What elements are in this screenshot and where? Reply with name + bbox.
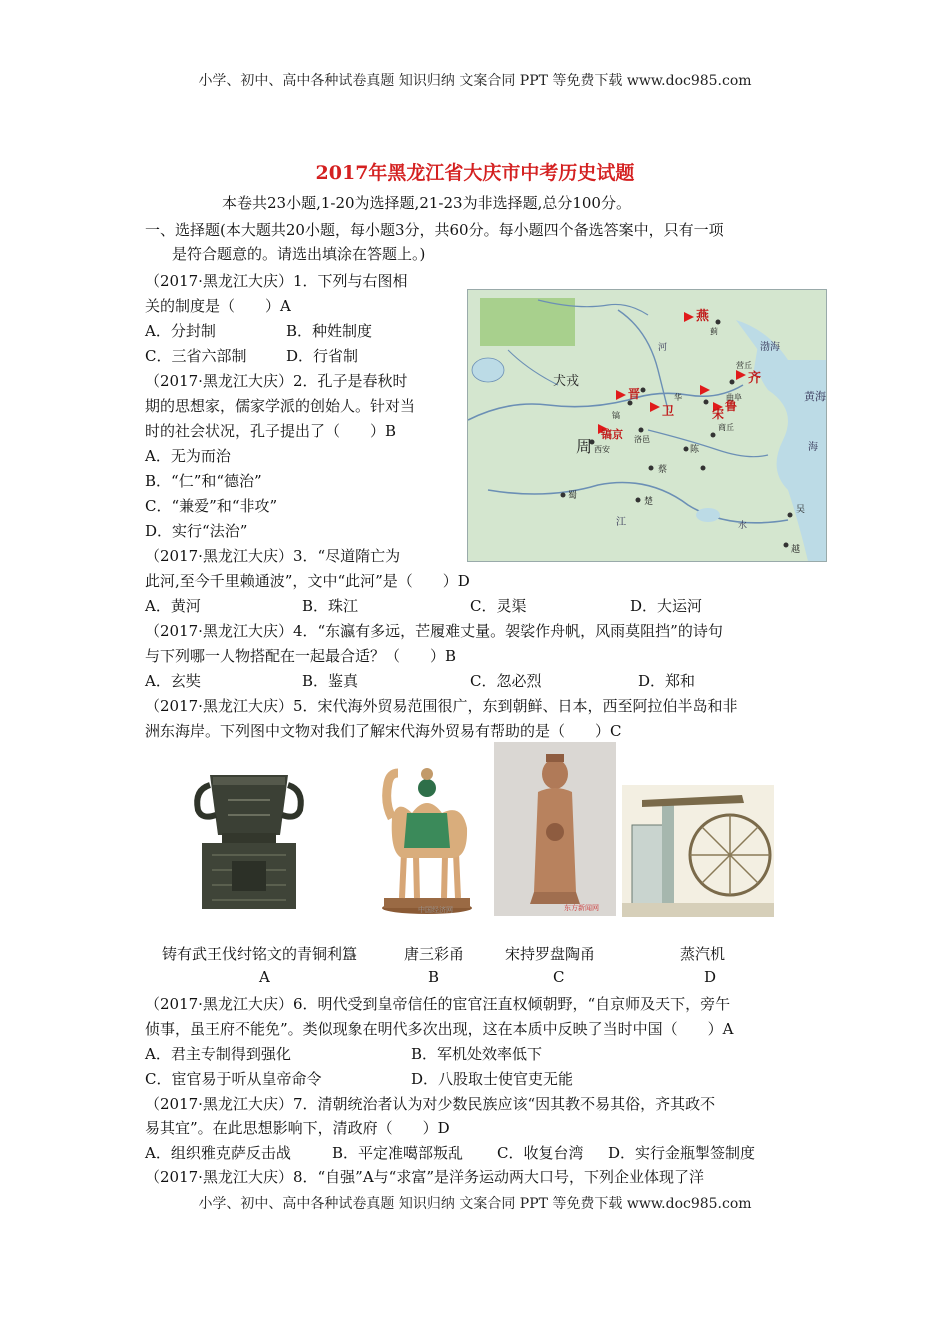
map-label-ji: 蓟 bbox=[710, 327, 718, 336]
q8-stem-line1: （2017·黑龙江大庆）8．“自强”A与“求富”是洋务运动两大口号，下列企业体现了洋 bbox=[145, 1168, 704, 1186]
map-label-he: 河 bbox=[658, 343, 668, 353]
q7-stem-line1: （2017·黑龙江大庆）7．清朝统治者认为对少数民族应该“因其教不易其俗，齐其政不 bbox=[145, 1095, 716, 1113]
section-heading-line2: 是符合题意的。请选出填涂在答题上。) bbox=[172, 245, 426, 263]
map-label-shui: 水 bbox=[738, 521, 748, 531]
map-label-zhou: 周 bbox=[576, 437, 593, 456]
q5-stem-line1: （2017·黑龙江大庆）5．宋代海外贸易范围很广，东到朝鲜、日本，西至阿拉伯半岛和非 bbox=[145, 697, 738, 715]
q2-stem-line1: （2017·黑龙江大庆）2．孔子是春秋时 bbox=[145, 372, 408, 390]
q7-option-d: D．实行金瓶掣签制度 bbox=[608, 1144, 756, 1162]
q3-option-d: D．大运河 bbox=[630, 597, 703, 615]
map-label-yingqiu: 营丘 bbox=[736, 361, 752, 370]
map-label-haojing: 镐京 bbox=[601, 428, 623, 441]
caption-b-text: 唐三彩甬 bbox=[404, 945, 465, 963]
q3-option-a: A．黄河 bbox=[145, 597, 201, 615]
q3-stem-line2: 此河,至今千里赖通波”，文中“此河”是（ ）D bbox=[145, 572, 470, 590]
q2-option-b: B．“仁”和“德治” bbox=[145, 472, 262, 490]
q6-option-a: A．君主专制得到强化 bbox=[145, 1045, 291, 1063]
map-label-xian: 西安 bbox=[594, 445, 610, 454]
q6-option-d: D．八股取士使官吏无能 bbox=[411, 1070, 574, 1088]
map-label-song: 宋 bbox=[712, 407, 725, 421]
exam-title: 2017年黑龙江省大庆市中考历史试题 bbox=[315, 162, 635, 184]
q2-option-d: D．实行“法治” bbox=[145, 522, 248, 540]
map-label-wei: 卫 bbox=[662, 404, 675, 418]
section-heading-line1: 一、选择题(本大题共20小题，每小题3分，共60分。每小题四个备选答案中，只有一项 bbox=[145, 221, 724, 239]
q1-option-c: C．三省六部制 bbox=[145, 347, 247, 365]
q7-option-a: A．组织雅克萨反击战 bbox=[145, 1144, 291, 1162]
map-label-donghai: 海 bbox=[808, 442, 818, 453]
q6-stem-line1: （2017·黑龙江大庆）6．明代受到皇帝信任的宦官汪直权倾朝野，“自京师及天下，旁午 bbox=[145, 995, 731, 1013]
bronze-li-gui-image bbox=[188, 765, 310, 915]
map-label-jiang: 江 bbox=[616, 517, 626, 528]
q1-stem-line2: 关的制度是（ ）A bbox=[145, 297, 291, 315]
q4-option-c: C．忽必烈 bbox=[470, 672, 542, 690]
map-label-huanghai: 黄海 bbox=[804, 390, 826, 403]
q7-stem-line2: 易其宜”。在此思想影响下，清政府（ ）D bbox=[145, 1119, 450, 1137]
caption-d-letter: D bbox=[704, 968, 717, 986]
q5-stem-line2: 洲东海岸。下列图中文物对我们了解宋代海外贸易有帮助的是（ ）C bbox=[145, 722, 622, 740]
map-label-quanrong: 犬戎 bbox=[553, 374, 580, 389]
map-label-luoyi: 洛邑 bbox=[634, 435, 650, 444]
q4-option-b: B．鉴真 bbox=[302, 672, 359, 690]
q2-option-a: A．无为而治 bbox=[145, 447, 231, 465]
q6-stem-line2: 侦事，虽王府不能免”。类似现象在明代多次出现，这在本质中反映了当时中国（ ）A bbox=[145, 1020, 734, 1038]
map-label-wu: 吴 bbox=[796, 505, 806, 515]
map-label-lu: 鲁 bbox=[725, 399, 738, 413]
caption-d-text: 蒸汽机 bbox=[680, 945, 726, 963]
q4-stem-line2: 与下列哪一人物搭配在一起最合适？（ ）B bbox=[145, 647, 457, 665]
page-header: 小学、初中、高中各种试卷真题 知识归纳 文案合同 PPT 等免费下载 www.doc985.com bbox=[198, 73, 752, 89]
map-label-shu: 蜀 bbox=[568, 491, 578, 501]
q7-option-b: B．平定准噶部叛乱 bbox=[332, 1144, 464, 1162]
map-label-chen: 陈 bbox=[690, 445, 700, 455]
q4-stem-line1: （2017·黑龙江大庆）4．“东瀛有多远，芒履难丈量。袈裟作舟帆，风雨莫阻挡”的诗句 bbox=[145, 622, 723, 640]
tang-sancai-camel-image bbox=[372, 758, 482, 916]
caption-c-text: 宋持罗盘陶甬 bbox=[505, 945, 596, 963]
figurine-watermark: 东方新闻网 bbox=[564, 904, 599, 912]
q3-option-c: C．灵渠 bbox=[470, 597, 527, 615]
map-label-chu: 楚 bbox=[644, 497, 654, 507]
steam-engine-image bbox=[622, 785, 774, 917]
map-label-jin: 晋 bbox=[628, 387, 641, 401]
map-label-qufu: 曲阜 bbox=[726, 393, 742, 402]
q1-stem-line1: （2017·黑龙江大庆）1．下列与右图相 bbox=[145, 272, 408, 290]
q7-option-c: C．收复台湾 bbox=[497, 1144, 584, 1162]
caption-c-letter: C bbox=[553, 968, 565, 986]
map-label-cai: 蔡 bbox=[658, 465, 668, 475]
caption-a-text: 铸有武王伐纣铭文的青铜利簋 bbox=[162, 945, 358, 963]
map-label-shangqiu: 商丘 bbox=[718, 423, 734, 432]
exam-intro: 本卷共23小题,1-20为选择题,21-23为非选择题,总分100分。 bbox=[222, 194, 631, 212]
western-zhou-map bbox=[467, 289, 827, 562]
map-label-yue: 越 bbox=[791, 545, 801, 555]
q4-option-a: A．玄奘 bbox=[145, 672, 201, 690]
q2-option-c: C．“兼爱”和“非攻” bbox=[145, 497, 278, 515]
q6-option-c: C．宦官易于听从皇帝命令 bbox=[145, 1070, 322, 1088]
map-label-hua: 华 bbox=[674, 393, 682, 402]
caption-b-letter: B bbox=[428, 968, 440, 986]
q1-option-d: D．行省制 bbox=[286, 347, 359, 365]
q2-stem-line2: 期的思想家，儒家学派的创始人。针对当 bbox=[145, 397, 416, 415]
q1-option-b: B．种姓制度 bbox=[286, 322, 373, 340]
map-label-qi: 齐 bbox=[748, 371, 762, 386]
q3-option-b: B．珠江 bbox=[302, 597, 359, 615]
map-label-bohai: 渤海 bbox=[760, 342, 780, 353]
q2-stem-line3: 时的社会状况，孔子提出了（ ）B bbox=[145, 422, 397, 440]
q6-option-b: B．军机处效率低下 bbox=[411, 1045, 543, 1063]
map-label-hao: 镐 bbox=[612, 411, 620, 420]
page-footer: 小学、初中、高中各种试卷真题 知识归纳 文案合同 PPT 等免费下载 www.doc985.com bbox=[198, 1196, 752, 1212]
q3-stem-line1: （2017·黑龙江大庆）3．“尽道隋亡为 bbox=[145, 547, 401, 565]
q4-option-d: D．郑和 bbox=[638, 672, 696, 690]
q1-option-a: A．分封制 bbox=[145, 322, 216, 340]
caption-a-letter: A bbox=[259, 968, 270, 986]
song-compass-figurine-image bbox=[494, 742, 616, 916]
map-graphic bbox=[468, 290, 826, 561]
map-label-yan: 燕 bbox=[696, 309, 710, 324]
camel-watermark: 中国经济网 bbox=[418, 906, 453, 914]
